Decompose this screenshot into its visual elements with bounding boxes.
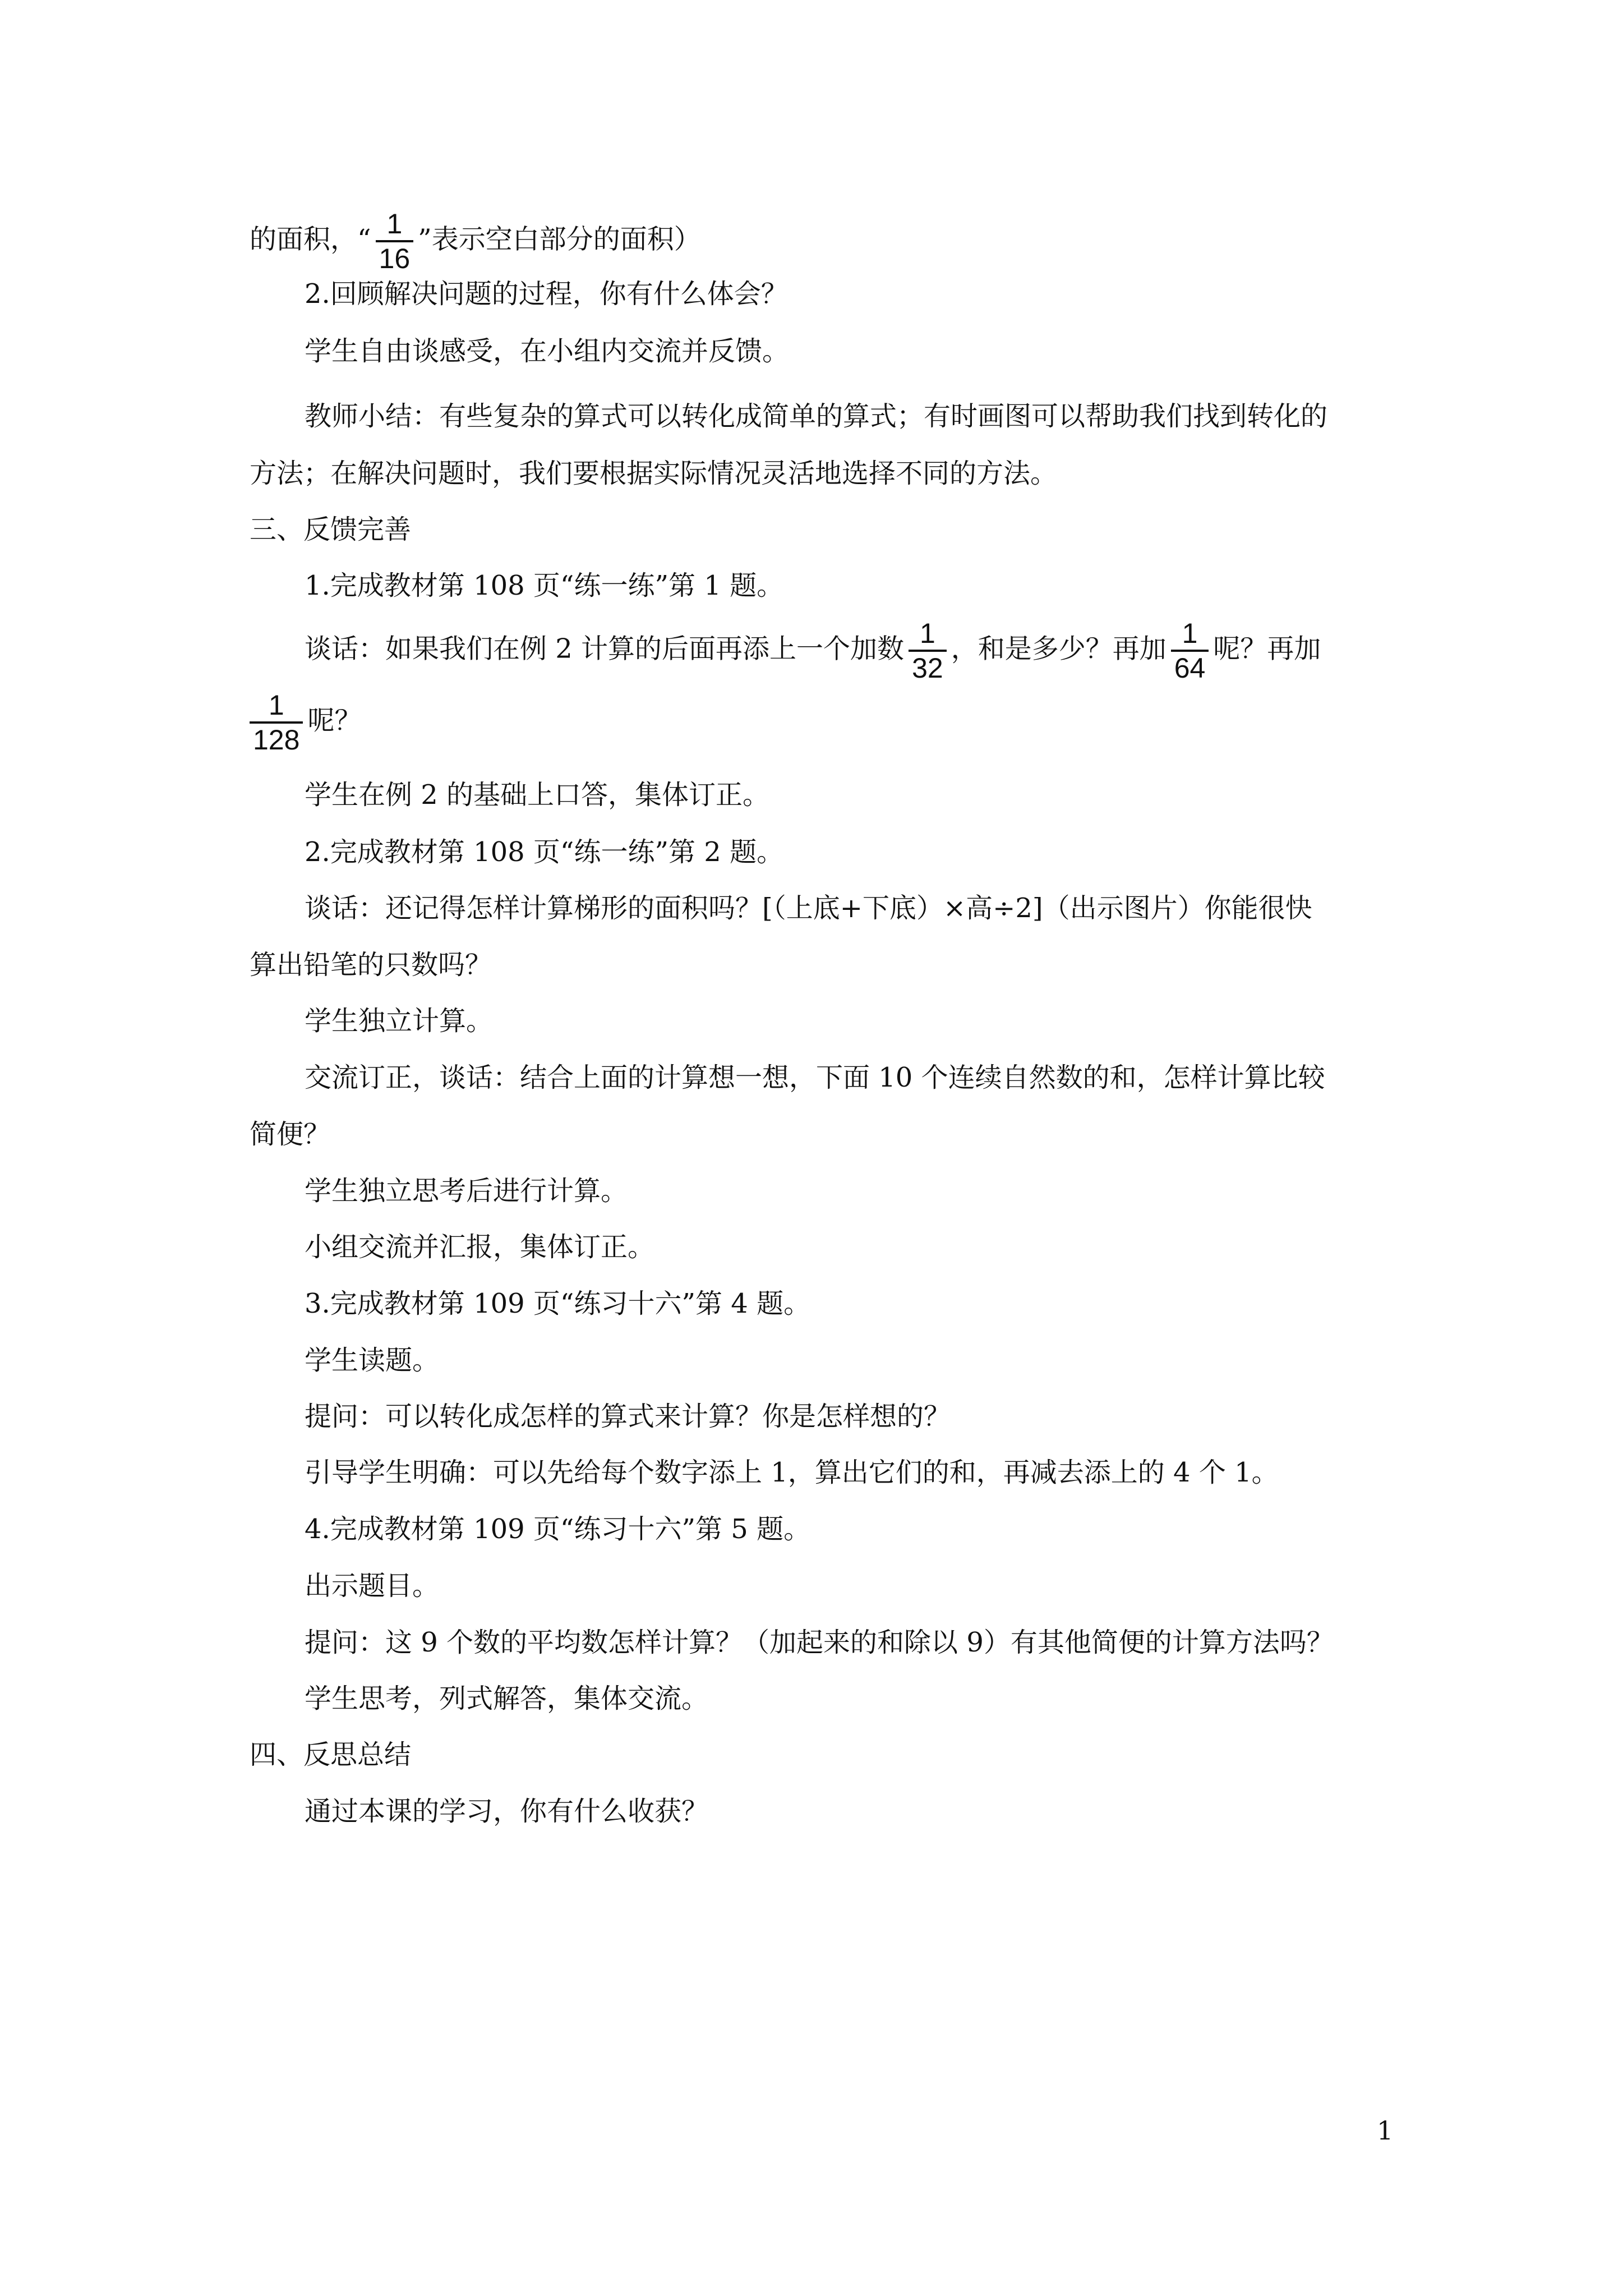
text-segment: ，和是多少？再加 [951,633,1166,665]
paragraph-line: 学生在例 2 的基础上口答，集体订正。 [305,779,770,811]
paragraph-line: 1.完成教材第 108 页“练一练”第 1 题。 [305,570,784,601]
text-line-with-fractions [305,617,1394,684]
paragraph-line: 提问：可以转化成怎样的算式来计算？你是怎样想的？ [305,1401,951,1432]
paragraph-line: 2.完成教材第 108 页“练一练”第 2 题。 [305,836,784,868]
paragraph-line: 学生独立思考后进行计算。 [305,1175,628,1207]
fraction-numerator: 1 [268,689,284,721]
paragraph-line: 2.回顾解决问题的过程，你有什么体会？ [305,278,788,310]
fraction-denominator: 16 [376,240,414,275]
paragraph-line: 简便？ [250,1119,331,1150]
paragraph-line: 方法；在解决问题时，我们要根据实际情况灵活地选择不同的方法。 [250,458,1058,489]
fraction-numerator: 1 [386,208,403,240]
fraction-numerator: 1 [1182,618,1198,649]
fraction-denominator: 32 [909,650,947,684]
text-segment: 谈话：如果我们在例 2 计算的后面再添上一个加数 [305,633,905,665]
paragraph-line: 4.完成教材第 109 页“练习十六”第 5 题。 [305,1513,811,1545]
text-segment: 呢？再加 [1213,633,1321,665]
fraction-1-16 [376,208,414,275]
text-line-with-fraction [250,689,1394,756]
text-segment: ”表示空白部分的面积） [418,223,701,255]
fraction-denominator: 64 [1171,650,1209,684]
paragraph-line: 学生自由谈感受，在小组内交流并反馈。 [305,335,790,367]
section-heading: 三、反馈完善 [250,514,412,545]
text-line-continuation [250,208,1394,275]
paragraph-line: 小组交流并汇报，集体订正。 [305,1231,655,1263]
fraction-numerator: 1 [919,618,935,649]
paragraph-line: 3.完成教材第 109 页“练习十六”第 4 题。 [305,1288,811,1319]
text-segment: 的面积，“ [250,223,371,255]
paragraph-line: 谈话：还记得怎样计算梯形的面积吗？[（上底+下底）×高÷2]（出示图片）你能很快 [305,892,1312,924]
fraction-1-128 [250,689,303,756]
paragraph-line: 通过本课的学习，你有什么收获？ [305,1796,709,1827]
paragraph-line: 学生思考，列式解答，集体交流。 [305,1683,709,1714]
section-heading: 四、反思总结 [250,1739,412,1770]
fraction-1-64 [1171,617,1209,684]
paragraph-line: 提问：这 9 个数的平均数怎样计算？（加起来的和除以 9）有其他简便的计算方法吗？ [305,1627,1334,1658]
paragraph-line: 学生独立计算。 [305,1005,494,1037]
text-segment: 呢？ [307,705,362,737]
paragraph-line: 引导学生明确：可以先给每个数字添上 1，算出它们的和，再减去添上的 4 个 1。 [305,1457,1279,1488]
fraction-1-32 [909,617,947,684]
paragraph-line: 出示题目。 [305,1570,440,1602]
fraction-denominator: 128 [250,721,303,756]
paragraph-line: 教师小结：有些复杂的算式可以转化成简单的算式；有时画图可以帮助我们找到转化的 [305,401,1328,432]
paragraph-line: 学生读题。 [305,1345,440,1376]
paragraph-line: 交流订正，谈话：结合上面的计算想一想，下面 10 个连续自然数的和，怎样计算比较 [305,1062,1325,1093]
page-number: 1 [1377,2115,1394,2146]
paragraph-line: 算出铅笔的只数吗？ [250,949,492,981]
